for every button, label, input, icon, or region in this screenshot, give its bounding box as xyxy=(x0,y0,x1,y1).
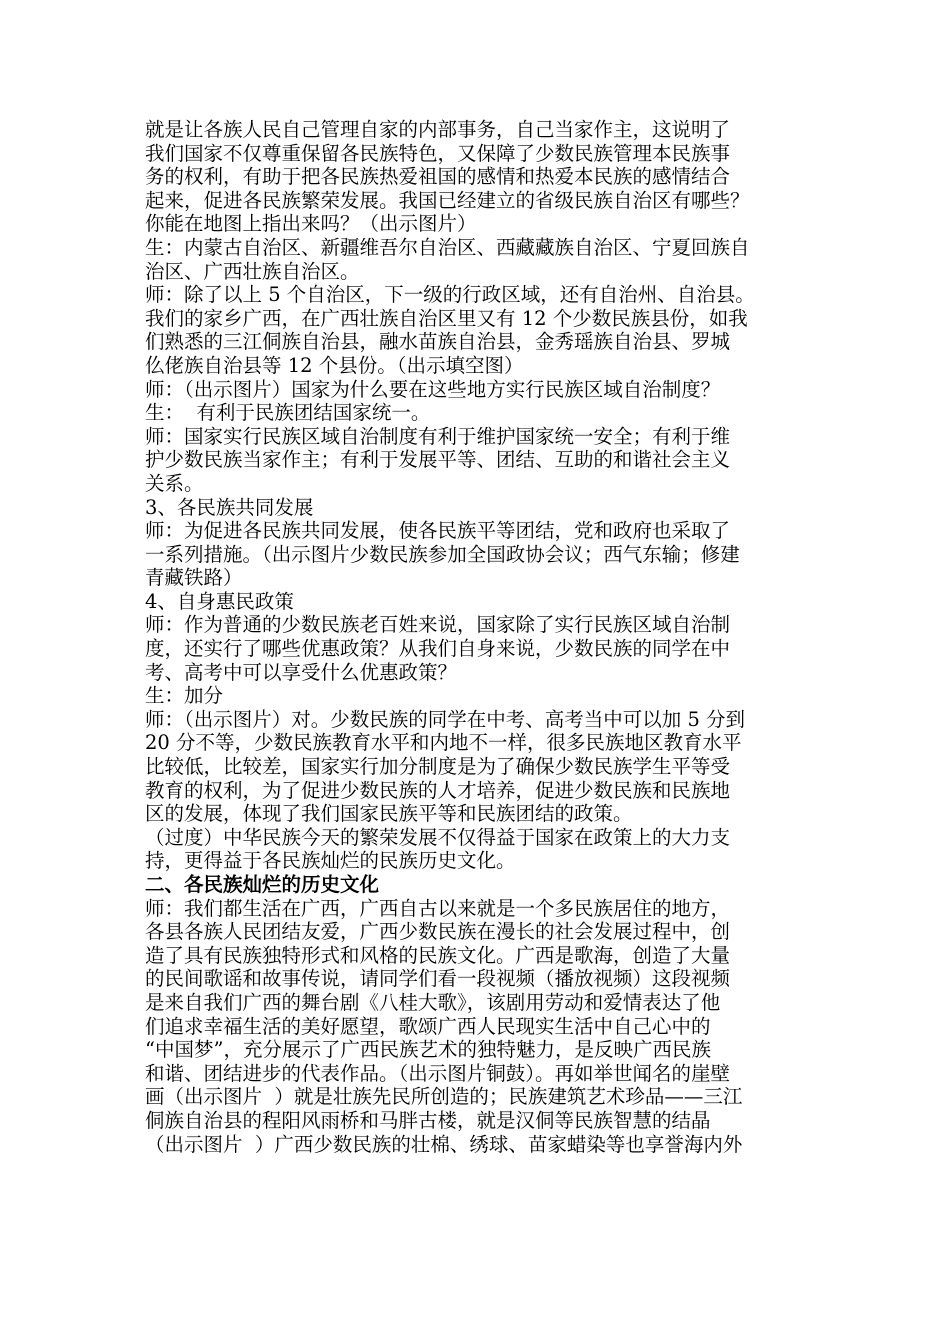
text-line: 们熟悉的三江侗族自治县，融水苗族自治县，金秀瑶族自治县、罗城 xyxy=(145,330,731,354)
text-line: 青藏铁路） xyxy=(145,566,243,590)
text-line: 教育的权利，为了促进少数民族的人才培养，促进少数民族和民族地 xyxy=(145,778,731,802)
text-line: （出示图片 ）广西少数民族的壮棉、绣球、苗家蜡染等也享誉海内外 xyxy=(145,1132,743,1156)
text-line: 师：国家实行民族区域自治制度有利于维护国家统一安全；有利于维 xyxy=(145,424,731,448)
text-line: 师：为促进各民族共同发展，使各民族平等团结，党和政府也采取了 xyxy=(145,519,731,543)
text-line: 关系。 xyxy=(145,471,204,495)
text-line: 的民间歌谣和故事传说，请同学们看一段视频（播放视频）这段视频 xyxy=(145,967,731,991)
text-line: 一系列措施。（出示图片少数民族参加全国政协会议；西气东输；修建 xyxy=(145,542,740,566)
text-line: 我们国家不仅尊重保留各民族特色，又保障了少数民族管理本民族事 xyxy=(145,141,731,165)
text-line: 画（出示图片 ）就是壮族先民所创造的；民族建筑艺术珍品——三江 xyxy=(145,1085,743,1109)
text-line: “中国梦”，充分展示了广西民族艺术的独特魅力，是反映广西民族 xyxy=(145,1038,711,1062)
section-subheading: 4、自身惠民政策 xyxy=(145,589,294,613)
text-line: 起来，促进各民族繁荣发展。我国已经建立的省级民族自治区有哪些？ xyxy=(145,188,750,212)
text-line: 务的权利，有助于把各民族热爱祖国的感情和热爱本民族的感情结合 xyxy=(145,165,731,189)
text-line: 造了具有民族独特形式和风格的民族文化。广西是歌海，创造了大量 xyxy=(145,943,731,967)
section-heading: 二、各民族灿烂的历史文化 xyxy=(145,873,380,896)
document-page xyxy=(145,118,813,1156)
text-line: 侗族自治县的程阳风雨桥和马胖古楼，就是汉侗等民族智慧的结晶 xyxy=(145,1108,711,1132)
text-line: 师：作为普通的少数民族老百姓来说，国家除了实行民族区域自治制 xyxy=(145,613,731,637)
text-line: 仫佬族自治县等 12 个县份。（出示填空图） xyxy=(145,353,524,377)
text-line: 就是让各族人民自己管理自家的内部事务，自己当家作主，这说明了 xyxy=(145,118,731,141)
text-line: 和谐、团结进步的代表作品。（出示图片铜鼓）。再如举世闻名的崖壁 xyxy=(145,1061,731,1085)
text-line: 治区、广西壮族自治区。 xyxy=(145,259,360,283)
text-line: 师：（出示图片）国家为什么要在这些地方实行民族区域自治制度？ xyxy=(145,377,721,401)
text-line: 们追求幸福生活的美好愿望，歌颂广西人民现实生活中自己心中的 xyxy=(145,1014,711,1038)
text-line: 是来自我们广西的舞台剧《八桂大歌》，该剧用劳动和爱情表达了他 xyxy=(145,990,721,1014)
text-line: 师：（出示图片）对。少数民族的同学在中考、高考当中可以加 5 分到 xyxy=(145,707,746,731)
text-line: 比较低，比较差，国家实行加分制度是为了确保少数民族学生平等受 xyxy=(145,755,731,779)
text-line: 考、高考中可以享受什么优惠政策？ xyxy=(145,660,458,684)
text-line: 生：加分 xyxy=(145,684,224,708)
text-line: 区的发展，体现了我们国家民族平等和民族团结的政策。 xyxy=(145,802,633,826)
text-line: （过度）中华民族今天的繁荣发展不仅得益于国家在政策上的大力支 xyxy=(145,825,731,849)
text-line: 师：我们都生活在广西，广西自古以来就是一个多民族居住的地方， xyxy=(145,896,731,920)
text-line: 你能在地图上指出来吗？（出示图片） xyxy=(145,212,477,236)
text-line: 我们的家乡广西，在广西壮族自治区里又有 12 个少数民族县份，如我 xyxy=(145,306,748,330)
text-line: 生：内蒙古自治区、新疆维吾尔自治区、西藏藏族自治区、宁夏回族自 xyxy=(145,235,750,259)
text-line: 度，还实行了哪些优惠政策？从我们自身来说，少数民族的同学在中 xyxy=(145,637,731,661)
text-line: 各县各族人民团结友爱，广西少数民族在漫长的社会发展过程中，创 xyxy=(145,920,731,944)
text-line: 20 分不等，少数民族教育水平和内地不一样，很多民族地区教育水平 xyxy=(145,731,742,755)
text-line: 师：除了以上 5 个自治区，下一级的行政区域，还有自治州、自治县。 xyxy=(145,283,755,307)
text-line: 生： 有利于民族团结国家统一。 xyxy=(145,401,431,425)
section-subheading: 3、各民族共同发展 xyxy=(145,495,314,519)
text-line: 持，更得益于各民族灿烂的民族历史文化。 xyxy=(145,849,516,873)
text-line: 护少数民族当家作主；有利于发展平等、团结、互助的和谐社会主义 xyxy=(145,448,731,472)
